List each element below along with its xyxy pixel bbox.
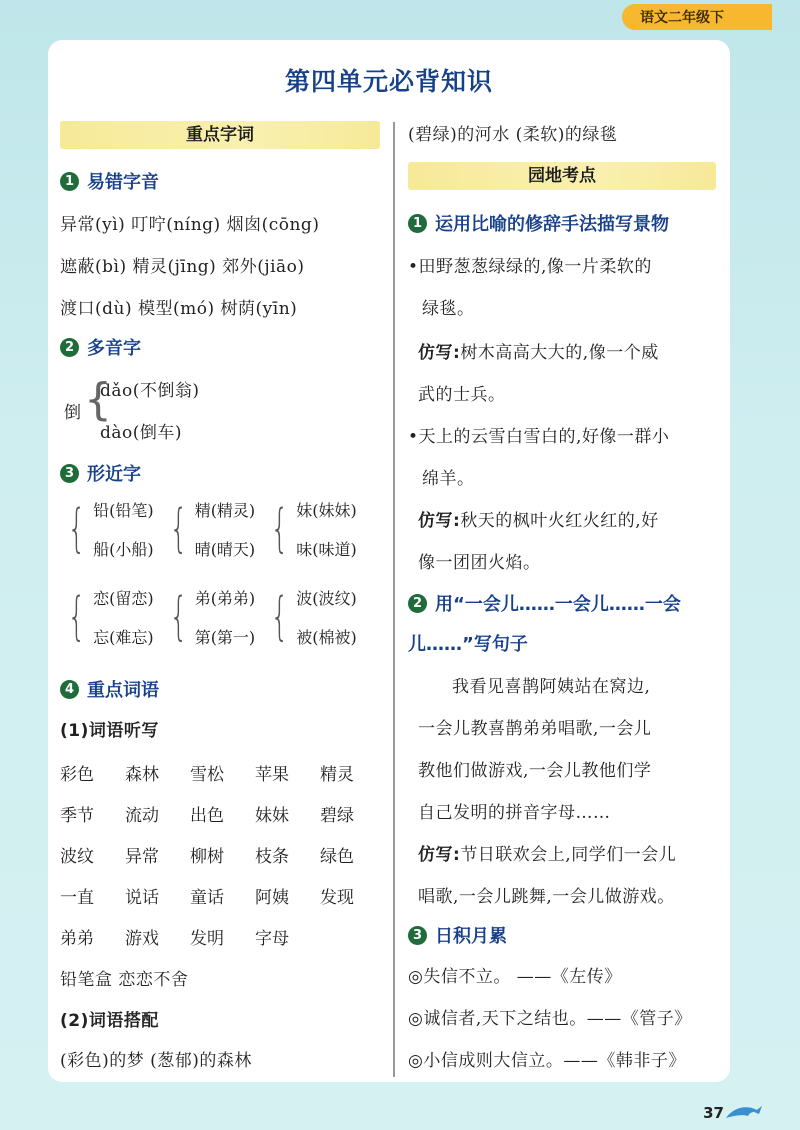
similar-pair bbox=[60, 498, 154, 560]
word: 发明 bbox=[190, 929, 224, 949]
example-sentence: •天上的云雪白雪白的,好像一群小 bbox=[408, 427, 670, 447]
example-sentence: 绿毯。 bbox=[422, 299, 475, 319]
polyphone-reading-b: dào(倒车) bbox=[100, 423, 183, 443]
section-title: 运用比喻的修辞手法描写景物 bbox=[435, 214, 669, 235]
word: 苹果 bbox=[255, 765, 289, 785]
word: 发现 bbox=[320, 888, 354, 908]
word: 精(精灵) bbox=[194, 501, 256, 520]
word: 字母 bbox=[255, 929, 289, 949]
grade-tab: 语文二年级下 bbox=[622, 4, 772, 30]
similar-pair bbox=[263, 498, 357, 560]
word: 精灵 bbox=[320, 765, 354, 785]
section-number: 3 bbox=[408, 926, 427, 945]
word: 柳树 bbox=[190, 847, 224, 867]
word: 妹妹 bbox=[255, 806, 289, 826]
collocation-line: (碧绿)的河水 (柔软)的绿毯 bbox=[408, 125, 618, 145]
word: 季节 bbox=[60, 806, 94, 826]
dolphin-icon bbox=[724, 1102, 764, 1124]
section-number: 3 bbox=[60, 464, 79, 483]
section-heading-yihuier-cont: 儿……”写句子 bbox=[408, 634, 528, 655]
word-row bbox=[60, 883, 385, 908]
paragraph-line: 一会儿教喜鹊弟弟唱歌,一会儿 bbox=[418, 719, 652, 739]
word: 说话 bbox=[125, 888, 159, 908]
section-heading-polyphone bbox=[60, 334, 141, 360]
similar-pair bbox=[263, 586, 357, 648]
imitation-label: 仿写: bbox=[418, 343, 461, 363]
brace-icon: { bbox=[270, 499, 289, 559]
subsection-dictation: (1)词语听写 bbox=[60, 721, 159, 741]
quote-line: ◎小信成则大信立。——《韩非子》 bbox=[408, 1051, 686, 1071]
word-row bbox=[60, 924, 320, 949]
word: 童话 bbox=[190, 888, 224, 908]
similar-pair bbox=[162, 498, 256, 560]
word: 弟弟 bbox=[60, 929, 94, 949]
polyphone-char: 倒 bbox=[64, 403, 82, 423]
brace-icon: { bbox=[84, 374, 113, 425]
section-heading-yihuier bbox=[408, 590, 681, 616]
section-heading-pronunciation bbox=[60, 168, 159, 194]
section-title: 用“一会儿……一会儿……一会 bbox=[435, 594, 681, 615]
similar-pair bbox=[60, 586, 154, 648]
pronunciation-line: 渡口(dù) 模型(mó) 树荫(yīn) bbox=[60, 299, 298, 319]
brace-icon: { bbox=[169, 499, 188, 559]
pronunciation-line: 异常(yì) 叮咛(níng) 烟囱(cōng) bbox=[60, 215, 320, 235]
word: 味(味道) bbox=[296, 540, 357, 559]
section-number: 1 bbox=[60, 172, 79, 191]
word: 船(小船) bbox=[93, 540, 154, 559]
word: 阿姨 bbox=[255, 888, 289, 908]
example-sentence: •田野葱葱绿绿的,像一片柔软的 bbox=[408, 257, 652, 277]
brace-icon: { bbox=[169, 587, 188, 647]
imitation-text: 树木高高大大的,像一个威 bbox=[460, 343, 659, 363]
word-row-last: 铅笔盒 恋恋不舍 bbox=[60, 970, 189, 990]
word: 一直 bbox=[60, 888, 94, 908]
page-number: 37 bbox=[703, 1104, 724, 1122]
word-row bbox=[60, 801, 385, 826]
word: 晴(晴天) bbox=[194, 540, 256, 559]
subsection-collocation: (2)词语搭配 bbox=[60, 1011, 159, 1031]
page-card bbox=[48, 40, 730, 1082]
imitation-text: 秋天的枫叶火红火红的,好 bbox=[460, 511, 659, 531]
word: 波(波纹) bbox=[296, 589, 357, 608]
section-number: 2 bbox=[60, 338, 79, 357]
word: 铅(铅笔) bbox=[93, 501, 154, 520]
imitation-text: 节日联欢会上,同学们一会儿 bbox=[460, 845, 677, 865]
quote-line: ◎诚信者,天下之结也。——《管子》 bbox=[408, 1009, 692, 1029]
page-title: 第四单元必背知识 bbox=[284, 67, 493, 96]
word: 森林 bbox=[125, 765, 159, 785]
similar-pair bbox=[162, 586, 256, 648]
imitation-text: 像一团团火焰。 bbox=[418, 553, 541, 573]
word: 流动 bbox=[125, 806, 159, 826]
section-title: 日积月累 bbox=[435, 926, 507, 947]
section-number: 1 bbox=[408, 214, 427, 233]
word: 忘(难忘) bbox=[93, 628, 154, 647]
paragraph-line: 教他们做游戏,一会儿教他们学 bbox=[418, 761, 652, 781]
imitation-line bbox=[418, 338, 659, 363]
section-band-exam-points: 园地考点 bbox=[408, 162, 716, 190]
example-sentence: 绵羊。 bbox=[422, 469, 475, 489]
brace-icon: { bbox=[67, 587, 86, 647]
word: 恋(留恋) bbox=[93, 589, 154, 608]
similar-chars-group bbox=[60, 586, 365, 648]
imitation-text: 武的士兵。 bbox=[418, 385, 506, 405]
word: 弟(弟弟) bbox=[194, 589, 256, 608]
paragraph-line: 自己发明的拼音字母…… bbox=[418, 803, 611, 823]
word: 被(棉被) bbox=[296, 628, 357, 647]
quote-line: ◎失信不立。 ——《左传》 bbox=[408, 967, 622, 987]
polyphone-reading-a: dǎo(不倒翁) bbox=[100, 381, 200, 401]
word: 异常 bbox=[125, 847, 159, 867]
word-row bbox=[60, 760, 385, 785]
word: 雪松 bbox=[190, 765, 224, 785]
word: 游戏 bbox=[125, 929, 159, 949]
brace-icon: { bbox=[270, 587, 289, 647]
section-heading-accumulation bbox=[408, 922, 507, 948]
section-title: 易错字音 bbox=[87, 172, 159, 193]
section-band-key-words: 重点字词 bbox=[60, 121, 380, 149]
section-heading-similar-chars bbox=[60, 460, 141, 486]
imitation-label: 仿写: bbox=[418, 845, 461, 865]
section-title: 多音字 bbox=[87, 338, 141, 359]
word: 波纹 bbox=[60, 847, 94, 867]
collocation-line: (彩色)的梦 (葱郁)的森林 bbox=[60, 1051, 252, 1071]
word: 绿色 bbox=[320, 847, 354, 867]
section-heading-key-vocab bbox=[60, 676, 159, 702]
pronunciation-line: 遮蔽(bì) 精灵(jīng) 郊外(jiāo) bbox=[60, 257, 305, 277]
imitation-text: 唱歌,一会儿跳舞,一会儿做游戏。 bbox=[418, 887, 675, 907]
word: 出色 bbox=[190, 806, 224, 826]
section-number: 2 bbox=[408, 594, 427, 613]
section-title: 重点词语 bbox=[87, 680, 159, 701]
word: 第(第一) bbox=[194, 628, 256, 647]
similar-chars-group bbox=[60, 498, 365, 560]
imitation-label: 仿写: bbox=[418, 511, 461, 531]
imitation-line bbox=[418, 840, 676, 865]
section-heading-metaphor bbox=[408, 210, 669, 236]
paragraph-line: 我看见喜鹊阿姨站在窝边, bbox=[452, 677, 651, 697]
section-number: 4 bbox=[60, 680, 79, 699]
word: 枝条 bbox=[255, 847, 289, 867]
word: 彩色 bbox=[60, 765, 94, 785]
brace-icon: { bbox=[67, 499, 86, 559]
word: 妹(妹妹) bbox=[296, 501, 357, 520]
word-row bbox=[60, 842, 385, 867]
imitation-line bbox=[418, 506, 659, 531]
section-title: 形近字 bbox=[87, 464, 141, 485]
column-divider bbox=[393, 122, 395, 1077]
word: 碧绿 bbox=[320, 806, 354, 826]
